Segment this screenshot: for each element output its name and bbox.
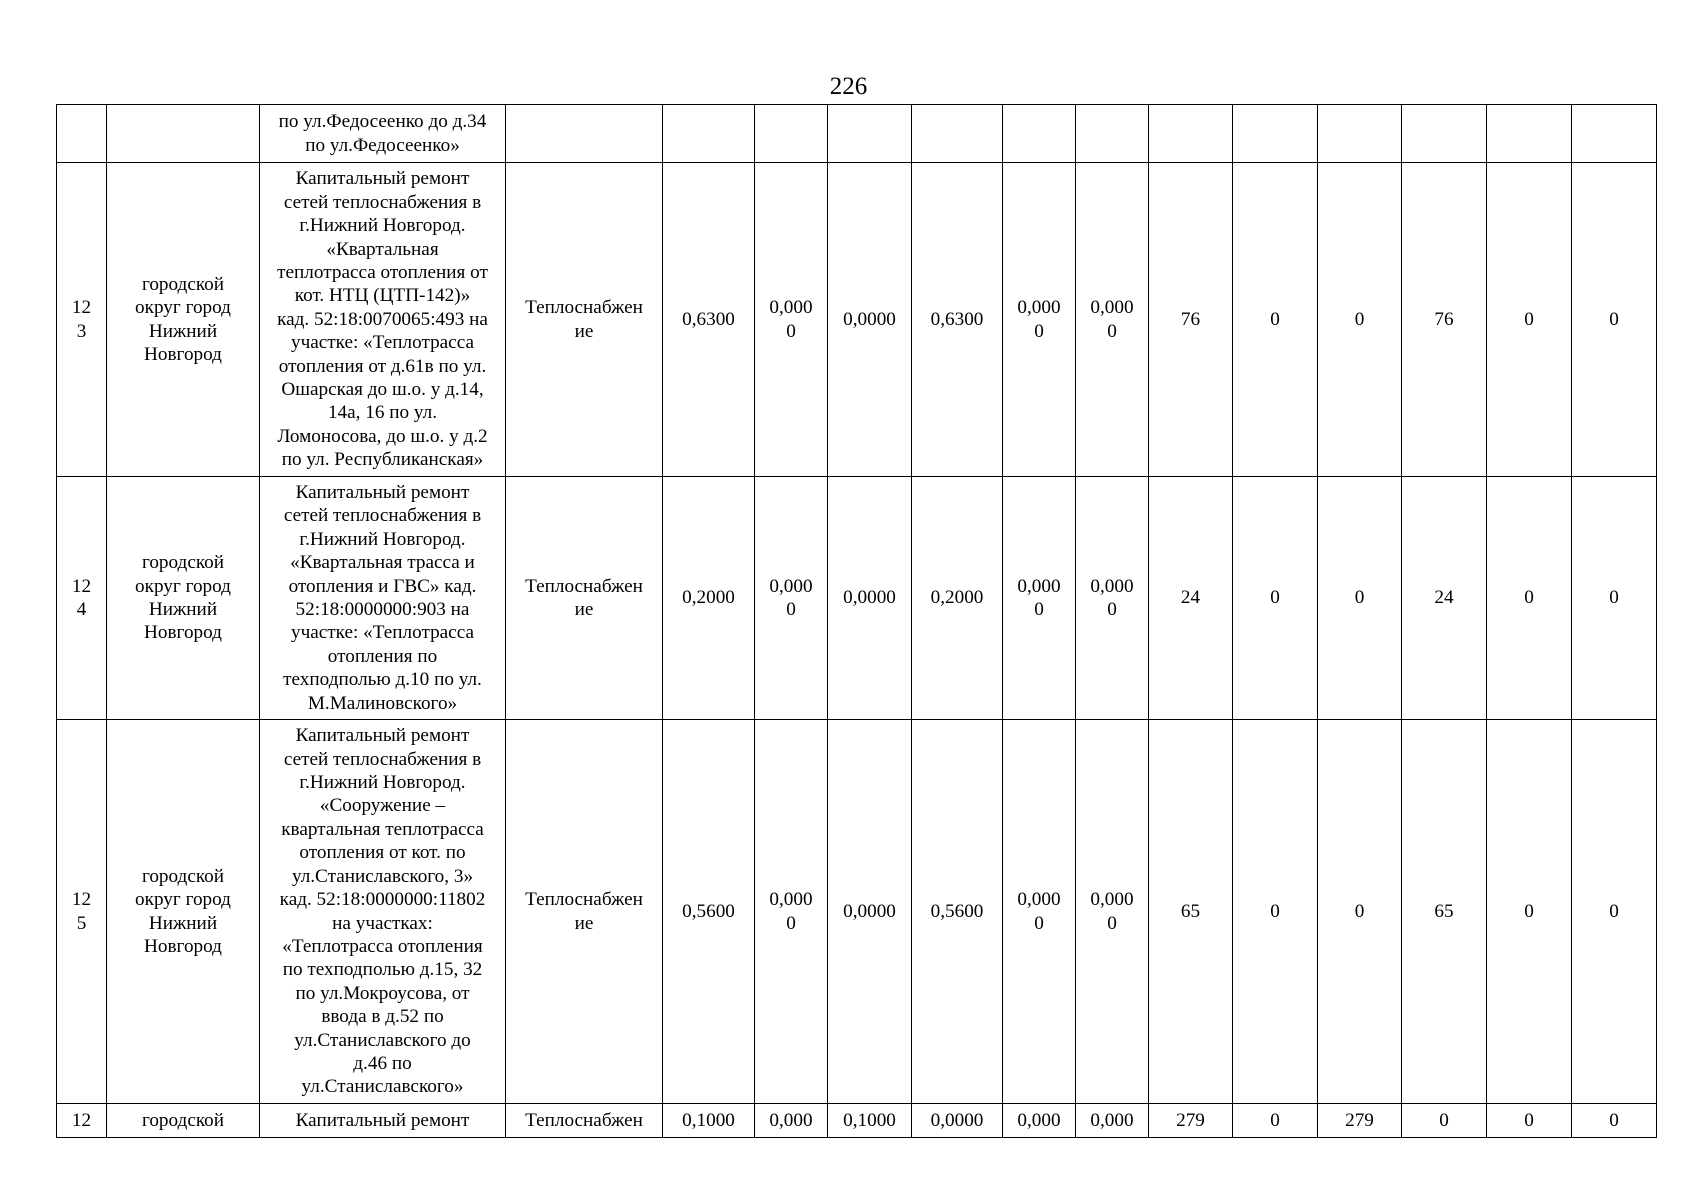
cell-number: 12 3: [57, 163, 107, 477]
cell-description: Капитальный ремонт сетей теплоснабжения в г.Нижний Новгород. «Квартальная трасса и отопления и ГВС» кад. 52:18:0000000:903 на участке: «Теплотрасса отопления по техподполью д.10 по ул. М.Малиновского»: [260, 477, 506, 720]
cell-description: Капитальный ремонт сетей теплоснабжения в г.Нижний Новгород. «Квартальная теплотрасса отопления от кот. НТЦ (ЦТП-142)» кад. 52:18:0070065:493 на участке: «Теплотрасса отопления от д.61в по ул. Ошарская до ш.о. у д.14, 14а, 16 по ул. Ломоносова, до ш.о. у д.2 по ул. Республиканская»: [260, 163, 506, 477]
cell-value: [755, 105, 828, 163]
cell-type: Теплоснабжен ие: [506, 477, 663, 720]
cell-value: 65: [1149, 720, 1233, 1104]
cell-description: Капитальный ремонт сетей теплоснабжения в г.Нижний Новгород. «Сооружение – квартальная теплотрасса отопления от кот. по ул.Станиславского, 3» кад. 52:18:0000000:11802 на участках: «Теплотрасса отопления по техподполью д.15, 32 по ул.Мокроусова, от ввода в д.52 по ул.Станиславского до д.46 по ул.Станиславского»: [260, 720, 506, 1104]
cell-value: 0,000 0: [1003, 163, 1076, 477]
cell-value: [1076, 105, 1149, 163]
cell-value: 0,000: [755, 1104, 828, 1138]
cell-type: Теплоснабжен ие: [506, 163, 663, 477]
cell-value: [1003, 105, 1076, 163]
cell-value: 0,000 0: [1003, 720, 1076, 1104]
cell-value: 279: [1318, 1104, 1402, 1138]
cell-value: 0: [1402, 1104, 1487, 1138]
cell-value: 0: [1572, 163, 1657, 477]
cell-value: 0,000 0: [755, 477, 828, 720]
cell-type: [506, 105, 663, 163]
cell-value: 0: [1318, 163, 1402, 477]
cell-value: 0,2000: [663, 477, 755, 720]
cell-value: [912, 105, 1003, 163]
cell-municipality: городской: [107, 1104, 260, 1138]
cell-value: 76: [1402, 163, 1487, 477]
cell-municipality: городской округ город Нижний Новгород: [107, 720, 260, 1104]
cell-value: 0,000 0: [1076, 163, 1149, 477]
cell-value: 279: [1149, 1104, 1233, 1138]
cell-value: 65: [1402, 720, 1487, 1104]
cell-value: 0: [1233, 163, 1318, 477]
table-row: [57, 477, 1657, 720]
cell-municipality: городской округ город Нижний Новгород: [107, 477, 260, 720]
cell-value: 0,000: [1003, 1104, 1076, 1138]
cell-value: [1572, 105, 1657, 163]
cell-value: 0: [1487, 720, 1572, 1104]
cell-number: 12: [57, 1104, 107, 1138]
cell-number: 12 5: [57, 720, 107, 1104]
cell-value: 0: [1487, 163, 1572, 477]
cell-value: 0,000 0: [1076, 477, 1149, 720]
cell-value: 0,0000: [828, 163, 912, 477]
cell-value: 0: [1572, 1104, 1657, 1138]
table-row: [57, 163, 1657, 477]
cell-number: [57, 105, 107, 163]
cell-value: 0,0000: [912, 1104, 1003, 1138]
table-row: [57, 1104, 1657, 1138]
cell-value: 0: [1233, 720, 1318, 1104]
cell-value: 24: [1402, 477, 1487, 720]
cell-value: 0,1000: [828, 1104, 912, 1138]
cell-value: [663, 105, 755, 163]
table-row: [57, 105, 1657, 163]
cell-value: 0,2000: [912, 477, 1003, 720]
cell-value: 0,5600: [663, 720, 755, 1104]
cell-value: [828, 105, 912, 163]
cell-value: 0: [1318, 477, 1402, 720]
cell-value: 0: [1572, 720, 1657, 1104]
cell-value: [1149, 105, 1233, 163]
cell-value: 0: [1233, 477, 1318, 720]
cell-value: [1487, 105, 1572, 163]
table-row: [57, 720, 1657, 1104]
cell-value: 0,0000: [828, 477, 912, 720]
cell-number: 12 4: [57, 477, 107, 720]
cell-type: Теплоснабжен: [506, 1104, 663, 1138]
cell-value: 0,1000: [663, 1104, 755, 1138]
cell-value: 0,000 0: [1076, 720, 1149, 1104]
cell-value: 0,6300: [663, 163, 755, 477]
cell-municipality: городской округ город Нижний Новгород: [107, 163, 260, 477]
cell-value: 0,000: [1076, 1104, 1149, 1138]
cell-value: [1318, 105, 1402, 163]
cell-value: 0: [1233, 1104, 1318, 1138]
cell-value: 76: [1149, 163, 1233, 477]
cell-description: Капитальный ремонт: [260, 1104, 506, 1138]
cell-value: [1233, 105, 1318, 163]
cell-value: 0,6300: [912, 163, 1003, 477]
cell-value: [1402, 105, 1487, 163]
cell-value: 0,000 0: [755, 720, 828, 1104]
cell-value: 0: [1487, 1104, 1572, 1138]
cell-municipality: [107, 105, 260, 163]
cell-value: 0,0000: [828, 720, 912, 1104]
cell-type: Теплоснабжен ие: [506, 720, 663, 1104]
cell-value: 0,000 0: [1003, 477, 1076, 720]
cell-description: по ул.Федосеенко до д.34 по ул.Федосеенко»: [260, 105, 506, 163]
cell-value: 0,000 0: [755, 163, 828, 477]
page-number: 226: [829, 73, 868, 100]
cell-value: 24: [1149, 477, 1233, 720]
cell-value: 0: [1572, 477, 1657, 720]
cell-value: 0: [1487, 477, 1572, 720]
data-table: [56, 104, 1657, 1138]
cell-value: 0,5600: [912, 720, 1003, 1104]
cell-value: 0: [1318, 720, 1402, 1104]
